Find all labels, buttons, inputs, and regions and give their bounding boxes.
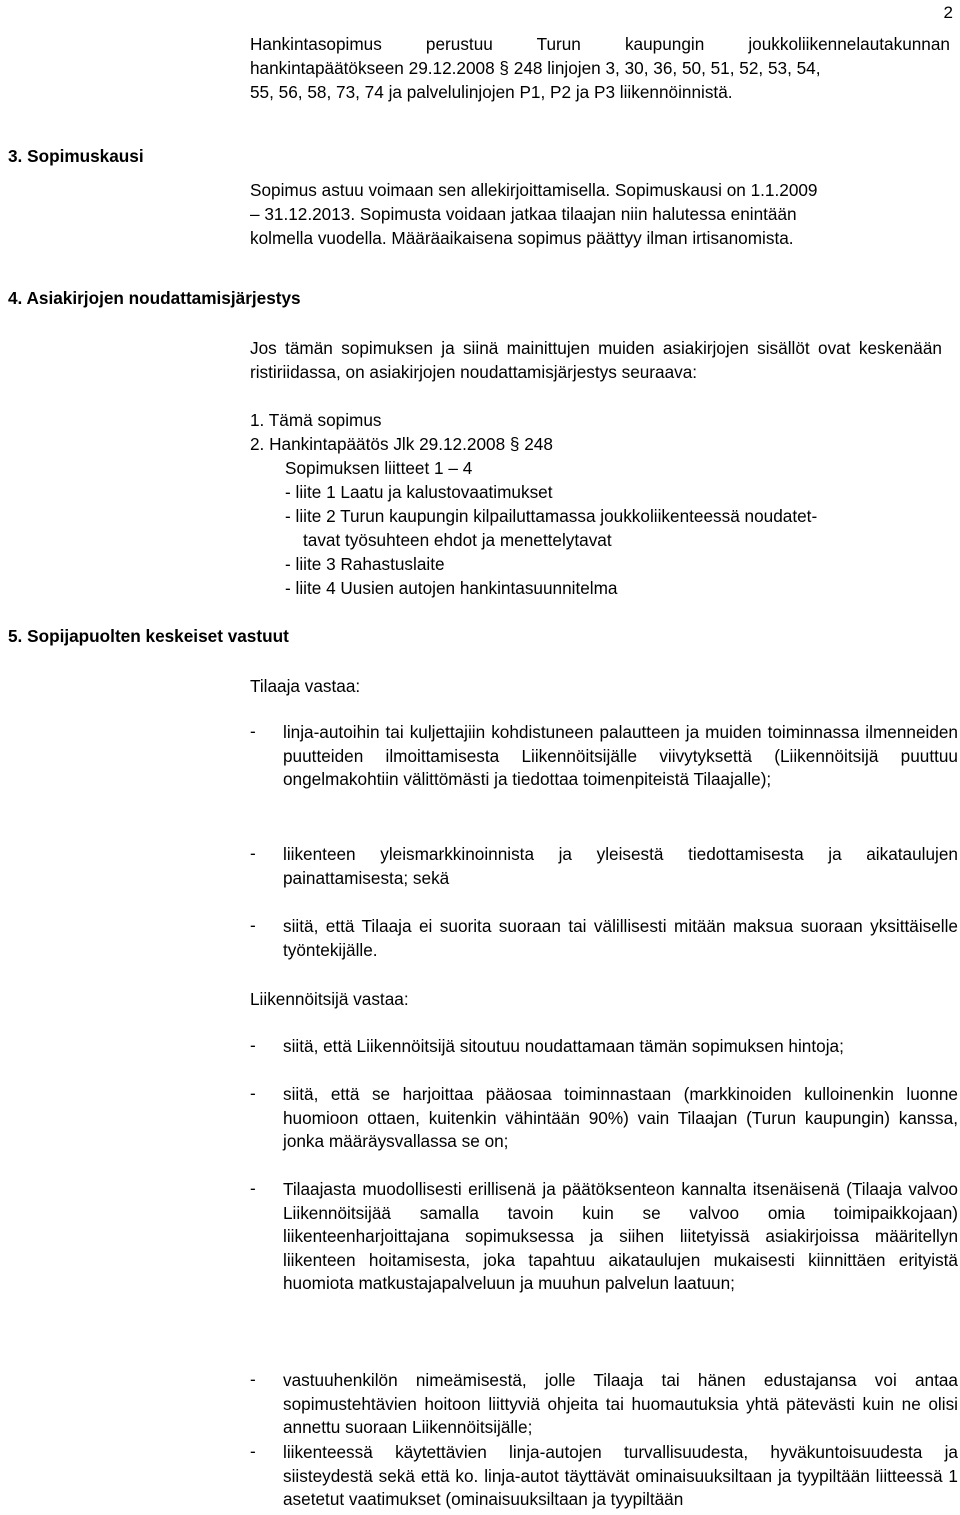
list-item: Sopimuksen liitteet 1 – 4	[285, 458, 473, 478]
intro-line: hankintapäätökseen 29.12.2008 § 248 linjojen 3, 30, 36, 50, 51, 52, 53, 54,	[250, 58, 821, 78]
list-item: tavat työsuhteen ehdot ja menettelytavat	[303, 530, 612, 550]
list-item: 1. Tämä sopimus	[250, 410, 382, 430]
liikennoitsija-label: Liikennöitsijä vastaa:	[250, 989, 409, 1009]
list-item-text: linja-autoihin tai kuljettajiin kohdistuneen palautteen ja muiden toiminnassa ilmenneiden puutteiden ilmoittamisesta Liikennöitsijälle viivytyksettä (Liikennöitsijä puuttuu ongelmakohtiin välittömästi ja tiedottaa toimenpiteistä Tilaajalle);	[283, 722, 958, 789]
tilaaja-label: Tilaaja vastaa:	[250, 676, 361, 696]
list-item-text: vastuuhenkilön nimeämisestä, jolle Tilaaja tai hänen edustajansa voi antaa sopimustehtävien hoitoon liittyviä ohjeita tai huomautuksia yhtä pätevästi kuin ne olisi annettu suoraan Liikennöitsijälle;	[283, 1370, 958, 1437]
list-item-text: liikenteen yleismarkkinoinnista ja yleisestä tiedottamisesta ja aikataulujen painattamisesta; sekä	[283, 844, 958, 888]
list-item: 2. Hankintapäätös Jlk 29.12.2008 § 248	[250, 434, 553, 454]
section-4-paragraph: Jos tämän sopimuksen ja siinä mainittujen muiden asiakirjojen sisällöt ovat keskenään ristiriidassa, on asiakirjojen noudattamisjärjestys seuraava:	[250, 338, 942, 382]
list-item: - liite 3 Rahastuslaite	[285, 554, 445, 574]
list-item-text: Tilaajasta muodollisesti erillisenä ja päätöksenteon kannalta itsenäisenä (Tilaaja valvoo Liikennöitsijää samalla tavoin kuin se valvoo omia toimipaikkojaan) liikenteenharjoittajana sopimuksessa ja siihen liitetyissä asiakirjoissa määritellyn liikenteen hoitamisesta, joka tapahtuu aikataulujen mukaisesti kiinnittäen erityistä huomiota matkustajapalveluun ja muuhun palvelun laatuun;	[283, 1179, 958, 1293]
intro-line: 55, 56, 58, 73, 74 ja palvelulinjojen P1, P2 ja P3 liikennöinnistä.	[250, 82, 733, 102]
list-item: - liite 4 Uusien autojen hankintasuunnitelma	[285, 578, 618, 598]
list-item-text: siitä, että Liikennöitsijä sitoutuu noudattamaan tämän sopimuksen hintoja;	[283, 1036, 844, 1056]
list-item-text: siitä, että Tilaaja ei suorita suoraan tai välillisesti mitään maksua suoraan yksittäiselle työntekijälle.	[283, 916, 958, 960]
dash-bullet: -	[250, 915, 256, 935]
section-5-heading: 5. Sopijapuolten keskeiset vastuut	[8, 626, 289, 646]
list-item-text: liikenteessä käytettävien linja-autojen turvallisuudesta, hyväkuntoisuudesta ja siisteydestä sekä että ko. linja-autot täyttävät ominaisuuksiltaan ja tyypiltään liitteessä 1 asetetut vaatimukset (ominaisuuksiltaan ja tyypiltään	[283, 1442, 958, 1509]
section-3-line: kolmella vuodella. Määräaikaisena sopimus päättyy ilman irtisanomista.	[250, 228, 794, 248]
dash-bullet: -	[250, 1369, 256, 1389]
page-number: 2	[943, 3, 953, 22]
dash-bullet: -	[250, 1178, 256, 1198]
list-item: - liite 1 Laatu ja kalustovaatimukset	[285, 482, 553, 502]
list-item: - liite 2 Turun kaupungin kilpailuttamassa joukkoliikenteessä noudatet-	[285, 506, 818, 526]
list-item-text: siitä, että se harjoittaa pääosaa toiminnastaan (markkinoiden kulloinenkin luonne huomioon ottaen, kuitenkin vähintään 90%) vain Tilaajan (Turun kaupungin) kanssa, jonka määräysvallassa se on;	[283, 1084, 958, 1151]
dash-bullet: -	[250, 1035, 256, 1055]
dash-bullet: -	[250, 1441, 256, 1461]
section-3-heading: 3. Sopimuskausi	[8, 146, 144, 166]
dash-bullet: -	[250, 721, 256, 741]
intro-line: Hankintasopimus perustuu Turun kaupungin joukkoliikennelautakunnan	[250, 34, 950, 54]
dash-bullet: -	[250, 1083, 256, 1103]
section-3-line: Sopimus astuu voimaan sen allekirjoittamisella. Sopimuskausi on 1.1.2009	[250, 180, 818, 200]
section-3-line: – 31.12.2013. Sopimusta voidaan jatkaa tilaajan niin halutessa enintään	[250, 204, 797, 224]
dash-bullet: -	[250, 843, 256, 863]
section-4-heading: 4. Asiakirjojen noudattamisjärjestys	[8, 288, 301, 308]
